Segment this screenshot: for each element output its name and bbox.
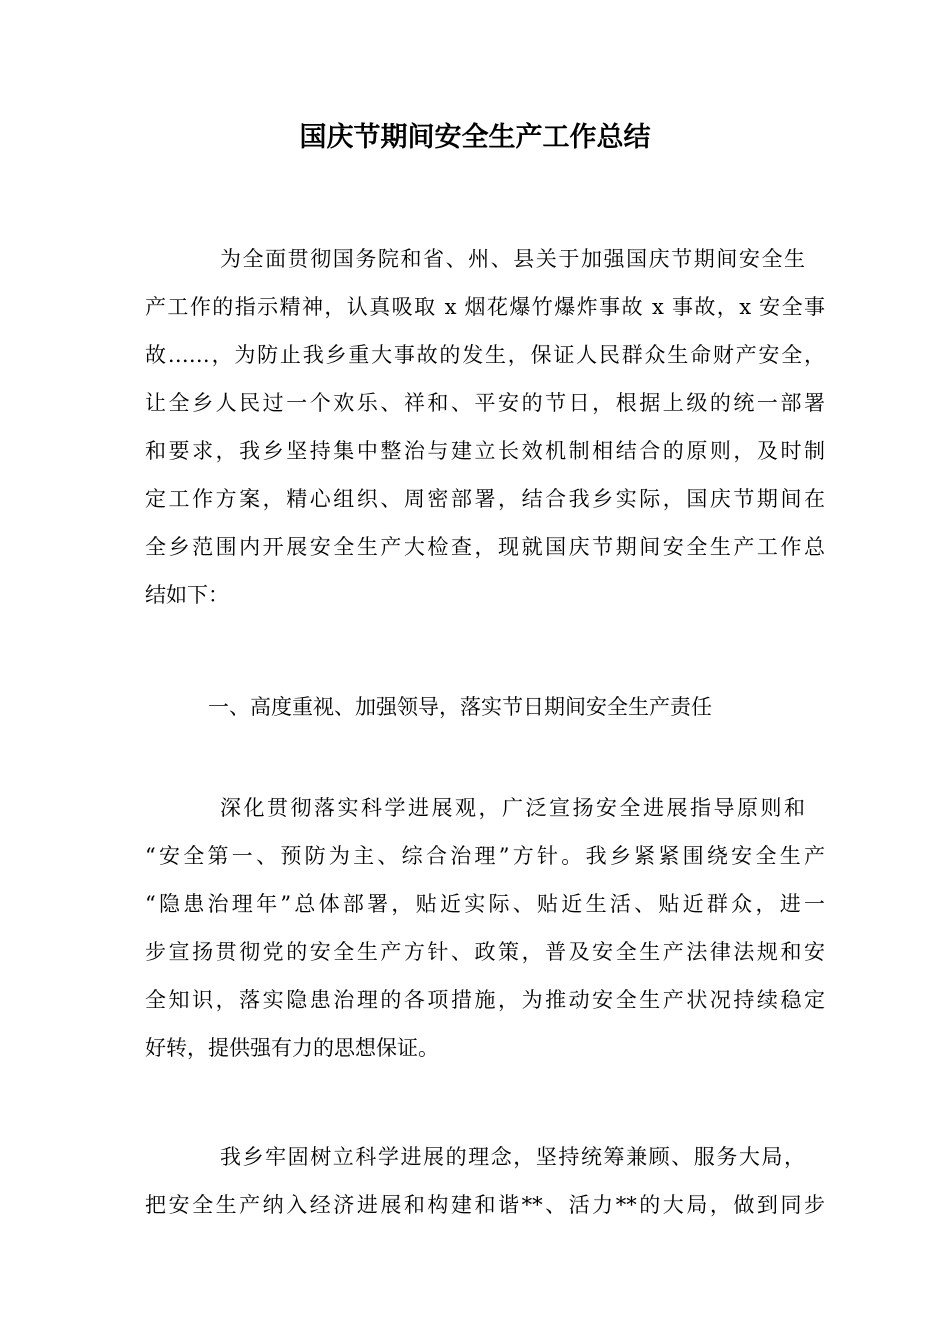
paragraph-2-line: “安全第一、预防为主、综合治理”方针。我乡紧紧围绕安全生产 <box>145 844 825 868</box>
paragraph-1-line: 全乡范围内开展安全生产大检查，现就国庆节期间安全生产工作总 <box>145 535 825 559</box>
paragraph-2-line: 全知识，落实隐患治理的各项措施，为推动安全生产状况持续稳定 <box>145 988 825 1012</box>
section-heading: 一、高度重视、加强领导，落实节日期间安全生产责任 <box>208 695 712 719</box>
paragraph-1-line: 让全乡人民过一个欢乐、祥和、平安的节日，根据上级的统一部署 <box>145 391 825 415</box>
document-title: 国庆节期间安全生产工作总结 <box>299 122 651 153</box>
paragraph-2-line: 好转，提供强有力的思想保证。 <box>145 1036 439 1060</box>
paragraph-2-line: “隐患治理年”总体部署，贴近实际、贴近生活、贴近群众，进一 <box>145 892 825 916</box>
paragraph-3-line: 把安全生产纳入经济进展和构建和谐**、活力**的大局，做到同步 <box>145 1193 825 1217</box>
paragraph-2-line: 步宣扬贯彻党的安全生产方针、政策，普及安全生产法律法规和安 <box>145 940 825 964</box>
paragraph-3-line: 我乡牢固树立科学进展的理念，坚持统筹兼顾、服务大局， <box>220 1145 805 1169</box>
paragraph-1-line: 结如下： <box>145 583 229 607</box>
paragraph-1-line: 故……，为防止我乡重大事故的发生，保证人民群众生命财产安全， <box>145 343 825 367</box>
paragraph-1-line: 定工作方案，精心组织、周密部署，结合我乡实际，国庆节期间在 <box>145 487 825 511</box>
paragraph-1-line: 产工作的指示精神，认真吸取 x 烟花爆竹爆炸事故 x 事故，x 安全事 <box>145 295 825 319</box>
paragraph-1-line: 为全面贯彻国务院和省、州、县关于加强国庆节期间安全生 <box>220 247 805 271</box>
paragraph-1-line: 和要求，我乡坚持集中整治与建立长效机制相结合的原则，及时制 <box>145 439 825 463</box>
paragraph-2-line: 深化贯彻落实科学进展观，广泛宣扬安全进展指导原则和 <box>220 796 805 820</box>
